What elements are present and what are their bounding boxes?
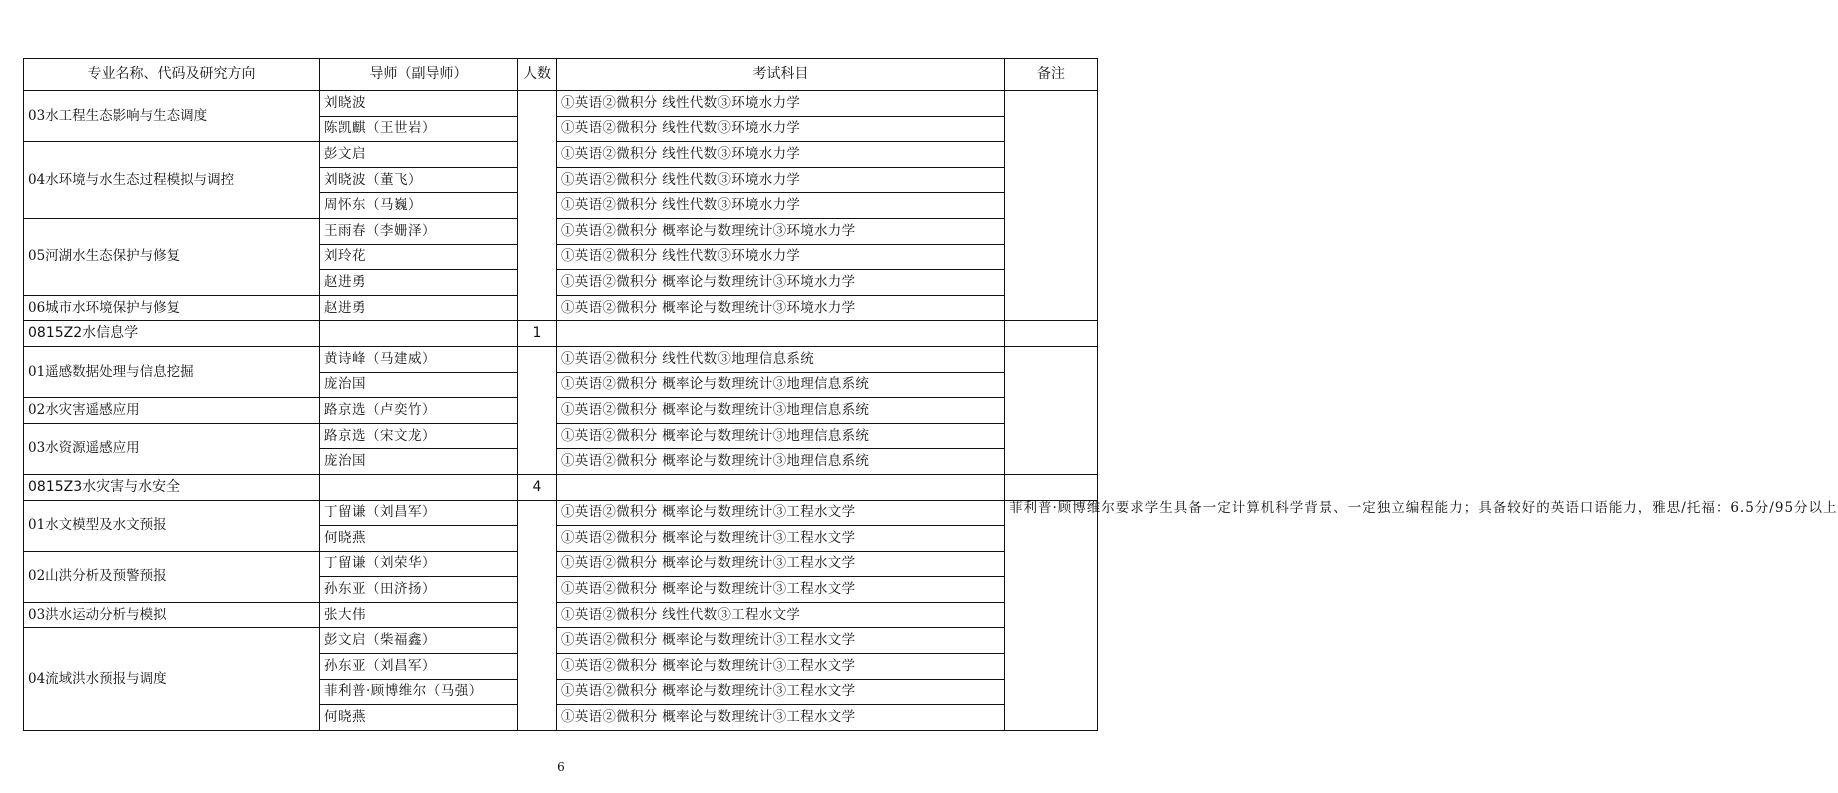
category-row xyxy=(24,321,1098,347)
subjects-cell: ①英语②微积分 概率论与数理统计③工程水文学 xyxy=(557,526,1005,552)
advisor-cell: 路京选（宋文龙） xyxy=(320,423,518,449)
subjects-cell: ①英语②微积分 概率论与数理统计③环境水力学 xyxy=(557,218,1005,244)
subjects-cell-empty xyxy=(557,474,1005,500)
subjects-cell: ①英语②微积分 线性代数③环境水力学 xyxy=(557,142,1005,168)
table-row xyxy=(24,142,1098,168)
table-header-row xyxy=(24,59,1098,91)
major-cell: 04流域洪水预报与调度 xyxy=(24,628,320,730)
advisor-cell: 孙东亚（刘昌军） xyxy=(320,654,518,680)
advisor-cell-empty xyxy=(320,321,518,347)
advisor-cell: 丁留谦（刘昌军） xyxy=(320,500,518,526)
table-row xyxy=(24,500,1098,526)
subjects-cell: ①英语②微积分 线性代数③地理信息系统 xyxy=(557,346,1005,372)
subjects-cell: ①英语②微积分 线性代数③环境水力学 xyxy=(557,91,1005,117)
header-note: 备注 xyxy=(1005,59,1098,91)
header-major: 专业名称、代码及研究方向 xyxy=(24,59,320,91)
category-cell: 0815Z3水灾害与水安全 xyxy=(24,474,320,500)
table-row xyxy=(24,602,1098,628)
major-cell: 04水环境与水生态过程模拟与调控 xyxy=(24,142,320,219)
subjects-cell: ①英语②微积分 概率论与数理统计③工程水文学 xyxy=(557,577,1005,603)
note-cell-empty xyxy=(1005,321,1098,347)
advisor-cell: 刘玲花 xyxy=(320,244,518,270)
subjects-cell: ①英语②微积分 概率论与数理统计③地理信息系统 xyxy=(557,372,1005,398)
advisor-cell: 陈凯麒（王世岩） xyxy=(320,116,518,142)
subjects-cell: ①英语②微积分 线性代数③环境水力学 xyxy=(557,167,1005,193)
major-cell: 03水工程生态影响与生态调度 xyxy=(24,91,320,142)
advisor-cell: 何晓燕 xyxy=(320,526,518,552)
advisor-cell: 丁留谦（刘荣华） xyxy=(320,551,518,577)
advisor-cell: 刘晓波 xyxy=(320,91,518,117)
advisor-cell: 黄诗峰（马建威） xyxy=(320,346,518,372)
advisor-cell: 彭文启（柴福鑫） xyxy=(320,628,518,654)
count-cell xyxy=(518,500,557,730)
subjects-cell: ①英语②微积分 概率论与数理统计③地理信息系统 xyxy=(557,398,1005,424)
advisor-cell-empty xyxy=(320,474,518,500)
advisor-cell: 刘晓波（董飞） xyxy=(320,167,518,193)
advisor-cell: 周怀东（马巍） xyxy=(320,193,518,219)
major-cell: 03洪水运动分析与模拟 xyxy=(24,602,320,628)
major-cell: 05河湖水生态保护与修复 xyxy=(24,218,320,295)
advisor-cell: 张大伟 xyxy=(320,602,518,628)
advisor-cell: 何晓燕 xyxy=(320,705,518,731)
subjects-cell: ①英语②微积分 概率论与数理统计③工程水文学 xyxy=(557,654,1005,680)
subjects-cell: ①英语②微积分 概率论与数理统计③工程水文学 xyxy=(557,500,1005,526)
major-cell: 01水文模型及水文预报 xyxy=(24,500,320,551)
advisor-cell: 赵进勇 xyxy=(320,295,518,321)
advisor-cell: 孙东亚（田济扬） xyxy=(320,577,518,603)
subjects-cell: ①英语②微积分 线性代数③环境水力学 xyxy=(557,116,1005,142)
subjects-cell-empty xyxy=(557,321,1005,347)
major-cell: 03水资源遥感应用 xyxy=(24,423,320,474)
subjects-cell: ①英语②微积分 概率论与数理统计③工程水文学 xyxy=(557,551,1005,577)
header-advisor: 导师（副导师） xyxy=(320,59,518,91)
note-cell-empty xyxy=(1005,91,1098,321)
advisor-cell: 彭文启 xyxy=(320,142,518,168)
subjects-cell: ①英语②微积分 概率论与数理统计③工程水文学 xyxy=(557,679,1005,705)
major-cell: 01遥感数据处理与信息挖掘 xyxy=(24,346,320,397)
advisor-cell: 庞治国 xyxy=(320,372,518,398)
subjects-cell: ①英语②微积分 概率论与数理统计③工程水文学 xyxy=(557,628,1005,654)
table-row xyxy=(24,91,1098,117)
category-row xyxy=(24,474,1098,500)
advisor-cell: 菲利普·顾博维尔（马强） xyxy=(320,679,518,705)
header-count: 人数 xyxy=(518,59,557,91)
advisor-cell: 庞治国 xyxy=(320,449,518,475)
count-cell: 4 xyxy=(518,474,557,500)
subjects-cell: ①英语②微积分 线性代数③环境水力学 xyxy=(557,193,1005,219)
count-cell xyxy=(518,91,557,321)
table-row xyxy=(24,628,1098,654)
subjects-cell: ①英语②微积分 线性代数③工程水文学 xyxy=(557,602,1005,628)
admissions-table xyxy=(23,58,1838,731)
subjects-cell: ①英语②微积分 概率论与数理统计③地理信息系统 xyxy=(557,423,1005,449)
note-cell-empty xyxy=(1005,346,1098,474)
table-row xyxy=(24,346,1098,372)
table-row xyxy=(24,218,1098,244)
table-row xyxy=(24,398,1098,424)
note-cell-empty xyxy=(1005,474,1098,500)
subjects-cell: ①英语②微积分 概率论与数理统计③环境水力学 xyxy=(557,295,1005,321)
major-cell: 02山洪分析及预警预报 xyxy=(24,551,320,602)
subjects-cell: ①英语②微积分 概率论与数理统计③工程水文学 xyxy=(557,705,1005,731)
subjects-cell: ①英语②微积分 概率论与数理统计③地理信息系统 xyxy=(557,449,1005,475)
table-row xyxy=(24,295,1098,321)
table-row xyxy=(24,423,1098,449)
note-cell: 菲利普·顾博维尔要求学生具备一定计算机科学背景、一定独立编程能力；具备较好的英语口语能力，雅思/托福：6.5分/95分以上 xyxy=(1005,500,1098,730)
count-cell xyxy=(518,346,557,474)
major-cell: 02水灾害遥感应用 xyxy=(24,398,320,424)
major-cell: 06城市水环境保护与修复 xyxy=(24,295,320,321)
category-cell: 0815Z2水信息学 xyxy=(24,321,320,347)
advisor-cell: 赵进勇 xyxy=(320,270,518,296)
table-row xyxy=(24,551,1098,577)
header-subjects: 考试科目 xyxy=(557,59,1005,91)
subjects-cell: ①英语②微积分 概率论与数理统计③环境水力学 xyxy=(557,270,1005,296)
page-number: 6 xyxy=(557,760,565,774)
count-cell: 1 xyxy=(518,321,557,347)
subjects-cell: ①英语②微积分 线性代数③环境水力学 xyxy=(557,244,1005,270)
advisor-cell: 王雨春（李姗泽） xyxy=(320,218,518,244)
advisor-cell: 路京选（卢奕竹） xyxy=(320,398,518,424)
